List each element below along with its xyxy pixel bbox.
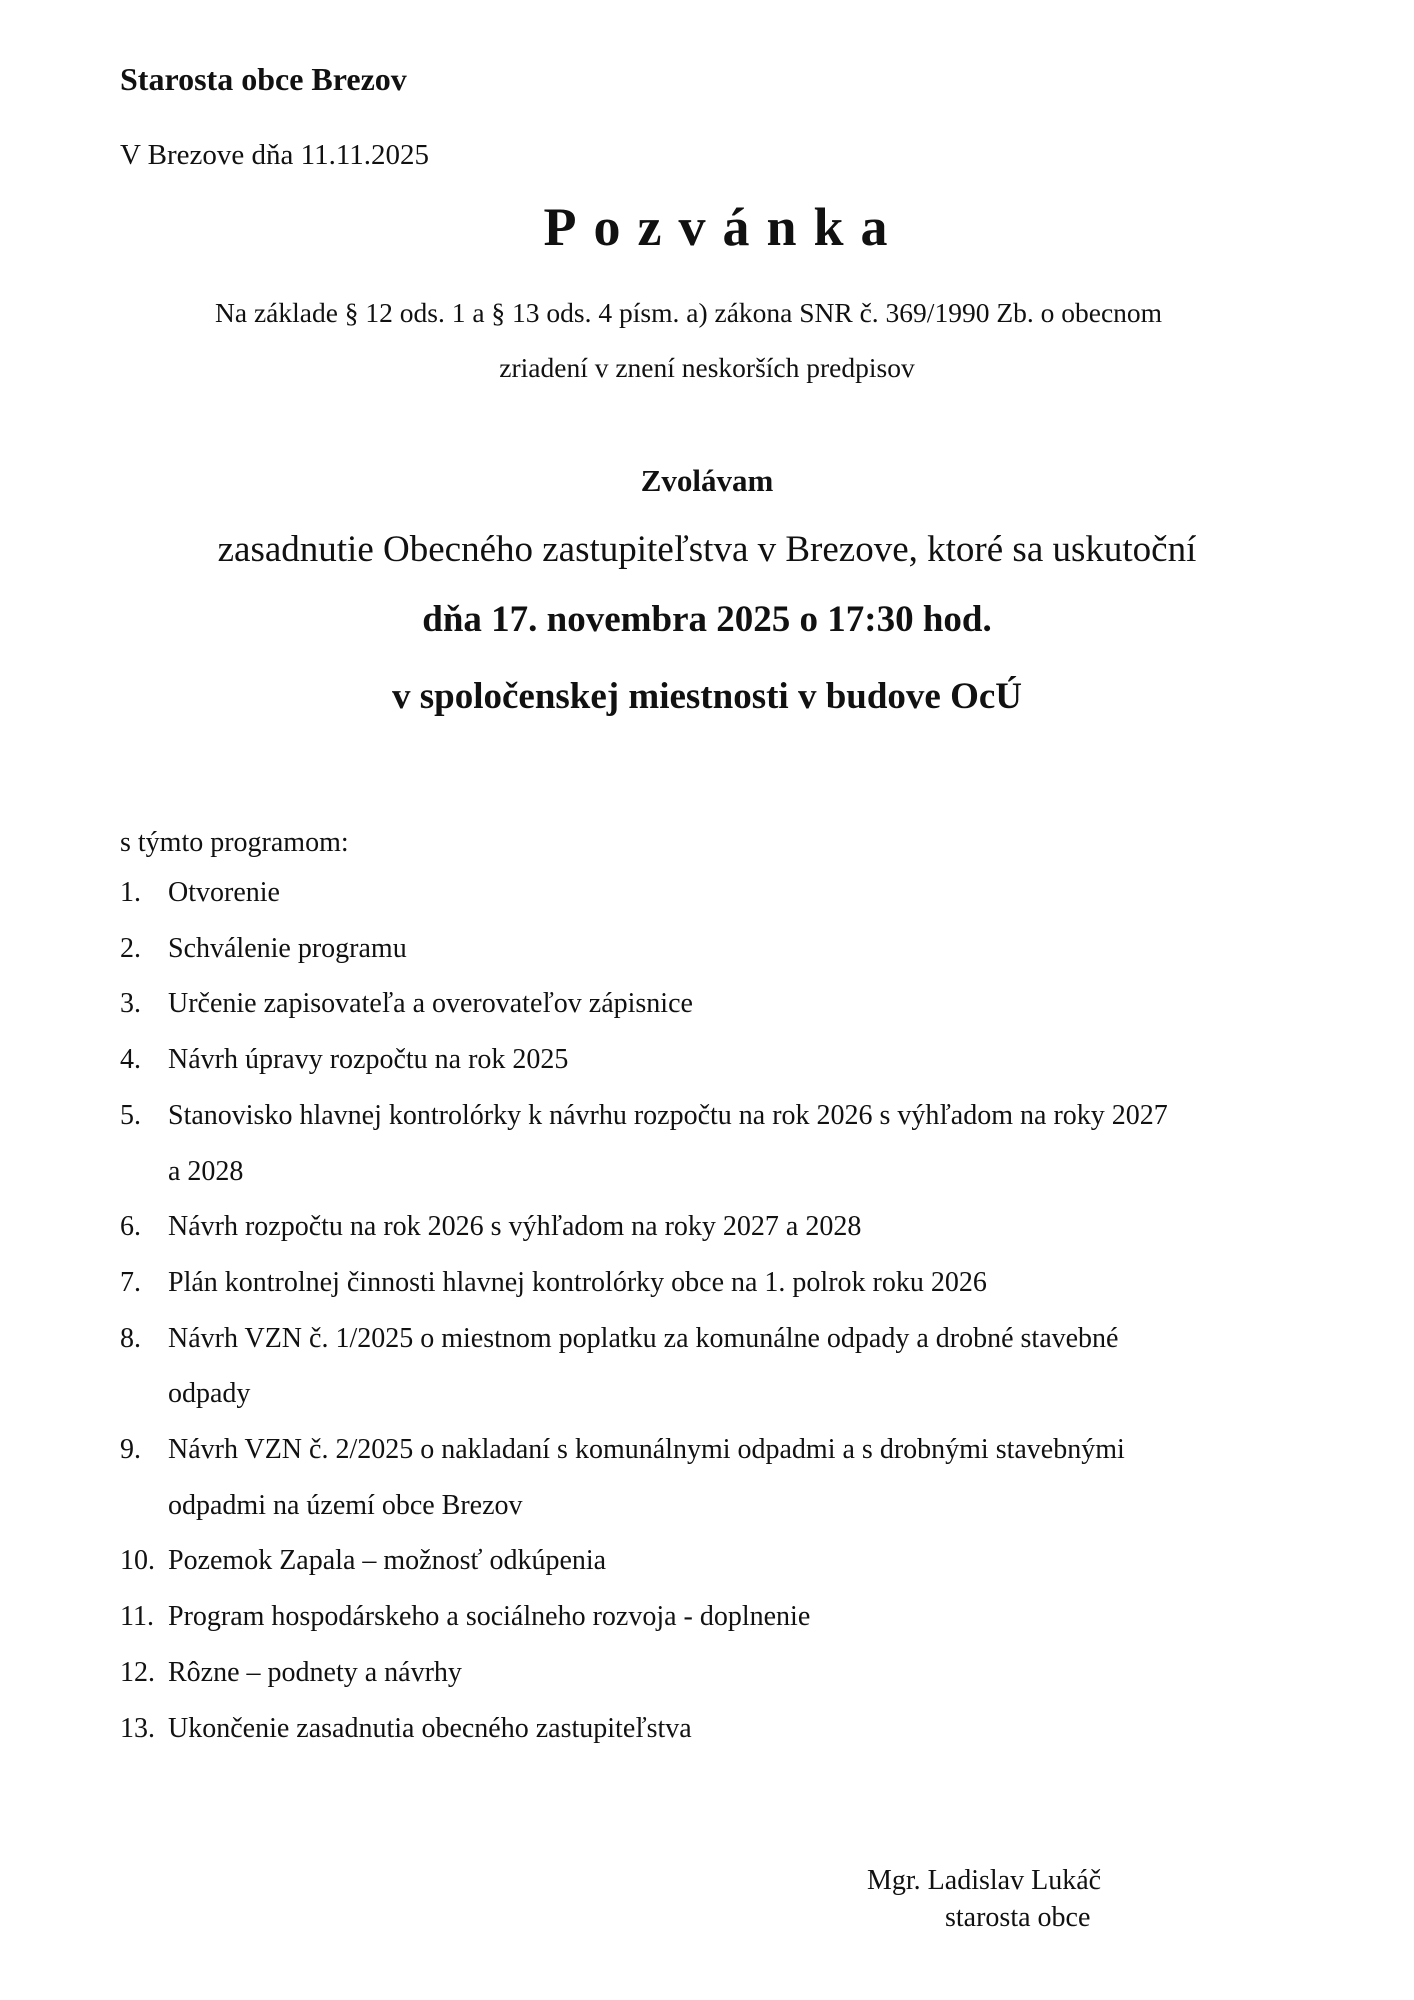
agenda-intro: s týmto programom: bbox=[120, 827, 349, 858]
agenda-item-text: Otvorenie bbox=[168, 877, 280, 908]
legal-basis-line-1: Na základe § 12 ods. 1 a § 13 ods. 4 písm. a) zákona SNR č. 369/1990 Zb. o obecnom bbox=[215, 297, 1163, 328]
agenda-item-text: odpadmi na území obce Brezov bbox=[168, 1489, 523, 1521]
place-date: V Brezove dňa 11.11.2025 bbox=[120, 139, 430, 171]
meeting-date-time: dňa 17. novembra 2025 o 17:30 hod. bbox=[422, 599, 992, 640]
agenda-item-number: 5. bbox=[120, 1099, 141, 1131]
agenda-item-number: 6. bbox=[120, 1211, 141, 1243]
agenda-item-number: 4. bbox=[120, 1044, 141, 1076]
agenda-item-text: Pozemok Zapala – možnosť odkúpenia bbox=[168, 1545, 607, 1577]
agenda-item-text: odpady bbox=[168, 1378, 251, 1410]
agenda-item-text: Ukončenie zasadnutia obecného zastupiteľstva bbox=[168, 1712, 692, 1744]
convocation-verb: Zvolávam bbox=[640, 463, 774, 498]
agenda-item-number: 1. bbox=[120, 877, 141, 908]
issuer-heading: Starosta obce Brezov bbox=[120, 61, 407, 97]
agenda-item-text: Návrh VZN č. 1/2025 o miestnom poplatku za komunálne odpady a drobné stavebné bbox=[168, 1322, 1119, 1354]
agenda-item-text: Rôzne – podnety a návrhy bbox=[168, 1656, 462, 1688]
agenda-item-number: 8. bbox=[120, 1322, 141, 1354]
agenda-item-text: a 2028 bbox=[168, 1155, 244, 1187]
agenda-item-text: Stanovisko hlavnej kontrolórky k návrhu rozpočtu na rok 2026 s výhľadom na roky 2027 bbox=[168, 1099, 1168, 1131]
signatory-role: starosta obce bbox=[945, 1902, 1091, 1933]
document-title: Pozvánka bbox=[543, 197, 905, 257]
agenda-item-text: Návrh rozpočtu na rok 2026 s výhľadom na roky 2027 a 2028 bbox=[168, 1211, 862, 1243]
legal-basis-line-2: zriadení v znení neskorších predpisov bbox=[499, 352, 915, 383]
agenda-item-text: Návrh úpravy rozpočtu na rok 2025 bbox=[168, 1044, 569, 1076]
meeting-description: zasadnutie Obecného zastupiteľstva v Brezove, ktoré sa uskutoční bbox=[217, 529, 1197, 570]
agenda-item-text: Návrh VZN č. 2/2025 o nakladaní s komunálnymi odpadmi a s drobnými stavebnými bbox=[168, 1434, 1125, 1465]
agenda-item-text: Určenie zapisovateľa a overovateľov zápisnice bbox=[168, 988, 693, 1020]
agenda-item-text: Schválenie programu bbox=[168, 932, 407, 964]
agenda-item-number: 3. bbox=[120, 988, 141, 1020]
signatory-name: Mgr. Ladislav Lukáč bbox=[867, 1865, 1102, 1896]
agenda-item-number: 13. bbox=[120, 1712, 155, 1744]
agenda-item-number: 11. bbox=[120, 1601, 154, 1633]
agenda-item-number: 9. bbox=[120, 1434, 141, 1465]
meeting-location: v spoločenskej miestnosti v budove OcÚ bbox=[391, 676, 1023, 717]
agenda-item-text: Plán kontrolnej činnosti hlavnej kontrolórky obce na 1. polrok roku 2026 bbox=[168, 1266, 987, 1298]
agenda-item-number: 7. bbox=[120, 1266, 141, 1298]
agenda-item-number: 10. bbox=[120, 1545, 155, 1577]
agenda-item-number: 12. bbox=[120, 1656, 155, 1688]
agenda-item-text: Program hospodárskeho a sociálneho rozvoja - doplnenie bbox=[168, 1601, 811, 1633]
agenda-item-number: 2. bbox=[120, 932, 141, 964]
